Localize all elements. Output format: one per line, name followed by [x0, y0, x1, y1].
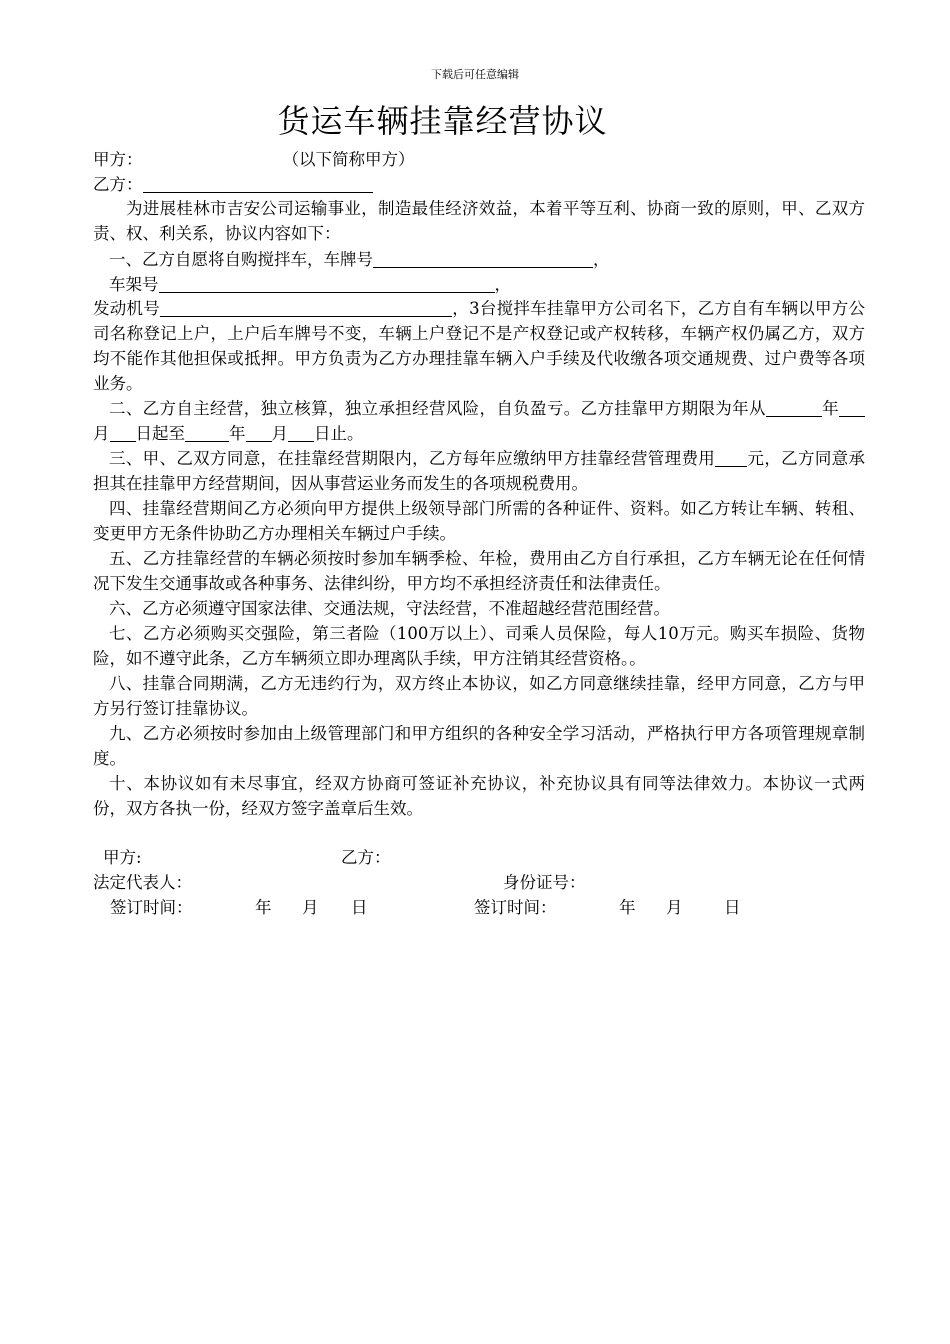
- clause-8-paragraph: 八、挂靠合同期满，乙方无违约行为，双方终止本协议，如乙方同意继续挂靠，经甲方同意，乙方与甲方另行签订挂靠协议。: [93, 674, 865, 718]
- sig-time-b-label: 签订时间：: [474, 898, 557, 917]
- day-from-label: 日起至: [135, 424, 185, 443]
- comma: ，: [494, 275, 511, 294]
- clause-3-block: [93, 446, 865, 496]
- clause-3-text: 三、甲、乙双方同意，在挂靠经营期限内，乙方每年应缴纳甲方挂靠经营管理费用: [109, 449, 716, 468]
- sig-legal-rep-label: 法定代表人：: [93, 873, 192, 892]
- clause-1-paragraph: [93, 296, 865, 396]
- engine-number-label: 发动机号: [93, 299, 161, 318]
- clause-6-paragraph: 六、乙方必须遵守国家法律、交通法规，守法经营，不准超越经营范围经营。: [109, 599, 670, 618]
- party-a-note: （以下简称甲方）: [282, 150, 415, 169]
- sig-time-a-label: 签订时间：: [110, 898, 193, 917]
- year-label: 年: [229, 424, 246, 443]
- clause-10-paragraph: 十、本协议如有未尽事宜，经双方协商可签证补充协议，补充协议具有同等法律效力。本协议一式两份，双方各执一份，经双方签字盖章后生效。: [93, 774, 865, 818]
- intro-block: [93, 196, 865, 246]
- clause-9-paragraph: 九、乙方必须按时参加由上级管理部门和甲方组织的各种安全学习活动，严格执行甲方各项管理规章制度。: [93, 724, 865, 768]
- party-b-line: [93, 171, 373, 195]
- sig-year-b: 年: [619, 898, 636, 917]
- start-year-blank: [766, 399, 822, 417]
- end-day-blank: [288, 424, 314, 442]
- intro-paragraph: 为进展桂林市吉安公司运输事业，制造最佳经济效益，本着平等互利、协商一致的原则，甲、乙双方责、权、利关系，协议内容如下：: [93, 199, 865, 243]
- start-month-blank: [839, 399, 865, 417]
- end-month-blank: [246, 424, 272, 442]
- clause-7-paragraph: 七、乙方必须购买交强险，第三者险（100万以上）、司乘人员保险，每人10万元。购买车损险、货物险，如不遵守此条，乙方车辆须立即办理离队手续，甲方注销其经营资格。。: [93, 624, 865, 668]
- day-end-label: 日止。: [314, 424, 364, 443]
- clause-2-text: 二、乙方自主经营，独立核算，独立承担经营风险，自负盈亏。乙方挂靠甲方期限为年从: [109, 399, 766, 418]
- sig-id-number-label: 身份证号：: [503, 873, 586, 892]
- party-b-blank: [143, 175, 373, 193]
- page-title: 货运车辆挂靠经营协议: [277, 102, 608, 140]
- sig-month-a: 月: [302, 898, 319, 917]
- clause-2-paragraph: [93, 396, 865, 446]
- sig-year-a: 年: [255, 898, 272, 917]
- end-year-blank: [185, 424, 229, 442]
- clause-1-line-2: [93, 271, 511, 295]
- sig-month-b: 月: [666, 898, 683, 917]
- clause-1-text: 一、乙方自愿将自购搅拌车，车牌号: [109, 250, 373, 269]
- month-label: 月: [271, 424, 288, 443]
- clause-5-paragraph: 五、乙方挂靠经营的车辆必须按时参加车辆季检、年检，费用由乙方自行承担，乙方车辆无论在任何情况下发生交通事故或各种事务、法律纠纷，甲方均不承担经济责任和法律责任。: [93, 549, 865, 593]
- month-label: 月: [93, 424, 110, 443]
- year-label: 年: [821, 399, 840, 418]
- sig-day-b: 日: [724, 898, 741, 917]
- frame-number-label: 车架号: [109, 275, 159, 294]
- clause-1-block: [93, 296, 865, 396]
- sig-party-a-label: 甲方:: [103, 848, 142, 867]
- plate-number-blank: [373, 250, 593, 268]
- clauses-block: [93, 496, 865, 821]
- clause-4-paragraph: 四、挂靠经营期间乙方必须向甲方提供上级领导部门所需的各种证件、资料。如乙方转让车辆、转租、变更甲方无条件协助乙方办理相关车辆过户手续。: [93, 499, 865, 543]
- clause-1-line-1: [93, 246, 610, 270]
- party-a-line: [93, 146, 415, 170]
- clause-2-block: [93, 396, 865, 446]
- start-day-blank: [110, 424, 136, 442]
- party-a-label: 甲方：: [93, 150, 143, 169]
- comma: ，: [593, 250, 610, 269]
- clause-3-text-b: 元，乙方同意承担其在挂靠甲方经营期间，因从事营运业务而发生的各项规税费用。: [93, 449, 866, 493]
- clause-3-paragraph: [93, 446, 865, 496]
- sig-day-a: 日: [351, 898, 368, 917]
- sig-party-b-label: 乙方：: [341, 848, 391, 867]
- engine-number-blank: [160, 299, 452, 317]
- header-note: 下载后可任意编辑: [431, 68, 519, 81]
- party-b-label: 乙方：: [93, 175, 143, 194]
- frame-number-blank: [159, 275, 495, 293]
- fee-amount-blank: [715, 449, 747, 467]
- clause-1-rest: ，3台搅拌车挂靠甲方公司名下，乙方自有车辆以甲方公司名称登记上户，上户后车牌号不变，车辆上户登记不是产权登记或产权转移，车辆产权仍属乙方，双方均不能作其他担保或抵押。甲方负责为乙方办理挂靠车辆入户手续及代收缴各项交通规费、过户费等各项业务。: [93, 299, 866, 393]
